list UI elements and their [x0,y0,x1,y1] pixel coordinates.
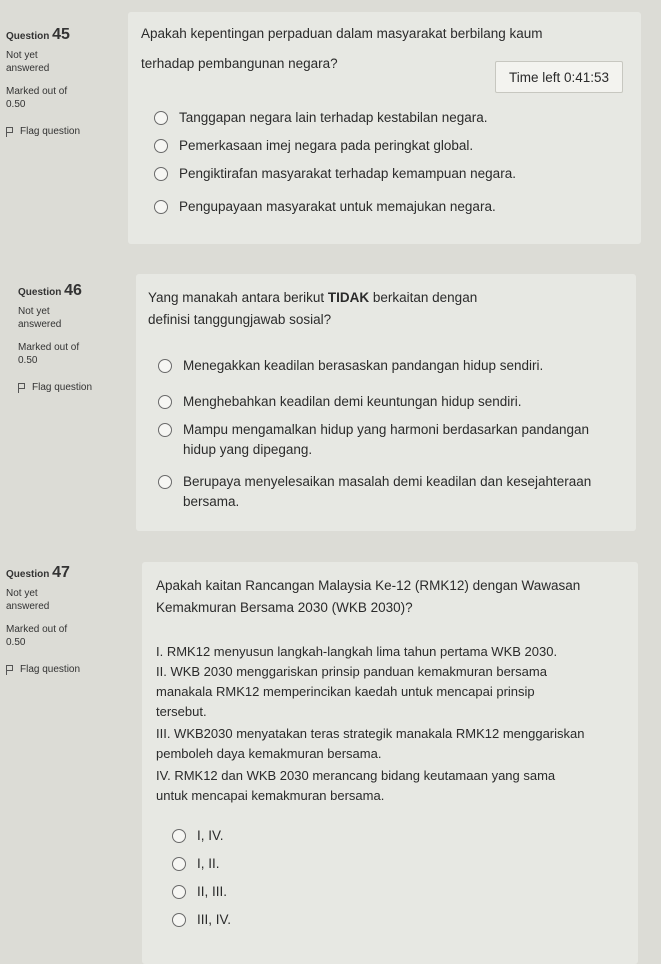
radio-button[interactable] [158,423,172,437]
question-text-line-2: definisi tanggungjawab sosial? [148,312,332,327]
answer-option[interactable]: Pengiktirafan masyarakat terhadap kemampuan negara. [154,164,516,184]
question-panel [142,562,638,964]
question-45 [0,0,661,255]
statement-line: II. WKB 2030 menggariskan prinsip panduan kemakmuran bersama [156,664,547,679]
question-number: 47 [52,564,70,581]
radio-button[interactable] [154,111,168,125]
radio-button[interactable] [172,885,186,899]
flag-icon [18,383,26,393]
radio-button[interactable] [172,829,186,843]
statement-line: pemboleh daya kemakmuran bersama. [156,746,382,761]
flag-question-link[interactable] [18,381,138,394]
radio-button[interactable] [154,139,168,153]
question-text-line-1: Apakah kepentingan perpaduan dalam masyarakat berbilang kaum [141,26,543,41]
flag-question-label: Flag question [20,664,81,675]
flag-question-link[interactable] [6,663,126,676]
time-left-box [495,61,623,93]
question-text-line-2: terhadap pembangunan negara? [141,56,338,71]
flag-question-label: Flag question [20,126,81,137]
question-status: Not yet answered [6,50,50,74]
answer-option[interactable]: Mampu mengamalkan hidup yang harmoni berdasarkan pandangan hidup yang dipegang. [158,420,589,460]
question-47 [0,556,661,964]
flag-icon [6,127,14,137]
question-status: Not yet answered [6,588,50,612]
statement-line: IV. RMK12 dan WKB 2030 merancang bidang keutamaan yang sama [156,768,556,783]
radio-button[interactable] [154,167,168,181]
answer-option[interactable]: Berupaya menyelesaikan masalah demi keadilan dan kesejahteraan bersama. [158,472,591,512]
answer-option[interactable]: Tanggapan negara lain terhadap kestabilan negara. [154,108,488,128]
time-left-label: Time left [508,69,561,85]
answer-option[interactable]: III, IV. [172,910,231,930]
time-left-value: 0:41:53 [563,69,610,85]
question-46 [0,268,661,543]
emphasis-tidak: TIDAK [327,290,370,305]
answer-option[interactable]: II, III. [172,882,227,902]
question-marks: Marked out of 0.50 [6,86,68,110]
answer-option[interactable]: Pengupayaan masyarakat untuk memajukan negara. [154,197,496,217]
question-info [6,566,126,676]
radio-button[interactable] [172,913,186,927]
question-status: Not yet answered [18,306,62,330]
radio-button[interactable] [158,475,172,489]
question-panel [136,274,636,531]
statement-line: III. WKB2030 menyatakan teras strategik manakala RMK12 menggariskan [156,726,585,741]
question-marks: Marked out of 0.50 [6,624,68,648]
question-panel [128,12,641,244]
radio-button[interactable] [172,857,186,871]
statement-line: untuk mencapai kemakmuran bersama. [156,788,385,803]
question-number: 46 [64,282,82,299]
question-info [6,28,126,138]
statement-line: tersebut. [156,704,207,719]
statement-line: I. RMK12 menyusun langkah-langkah lima tahun pertama WKB 2030. [156,644,558,659]
radio-button[interactable] [158,359,172,373]
question-title: Question 45 [6,26,70,43]
question-text-line-2: Kemakmuran Bersama 2030 (WKB 2030)? [156,600,413,615]
flag-question-link[interactable] [6,125,126,138]
question-text-line-1: Apakah kaitan Rancangan Malaysia Ke-12 (RMK12) dengan Wawasan [156,578,581,593]
flag-icon [6,665,14,675]
question-marks: Marked out of 0.50 [18,342,80,366]
statement-line: manakala RMK12 memperincikan kaedah untuk mencapai prinsip [156,684,535,699]
answer-option[interactable]: I, IV. [172,826,224,846]
answer-option[interactable]: Menghebahkan keadilan demi keuntungan hidup sendiri. [158,392,522,412]
question-title: Question 46 [18,282,82,299]
radio-button[interactable] [154,200,168,214]
question-number: 45 [52,26,70,43]
answer-option[interactable]: Pemerkasaan imej negara pada peringkat global. [154,136,473,156]
answer-option[interactable]: I, II. [172,854,220,874]
flag-question-label: Flag question [32,382,93,393]
question-info [18,284,138,394]
question-text-line-1: Yang manakah antara berikut TIDAK berkaitan dengan [148,290,478,305]
answer-option[interactable]: Menegakkan keadilan berasaskan pandangan hidup sendiri. [158,356,543,376]
question-title: Question 47 [6,564,70,581]
radio-button[interactable] [158,395,172,409]
